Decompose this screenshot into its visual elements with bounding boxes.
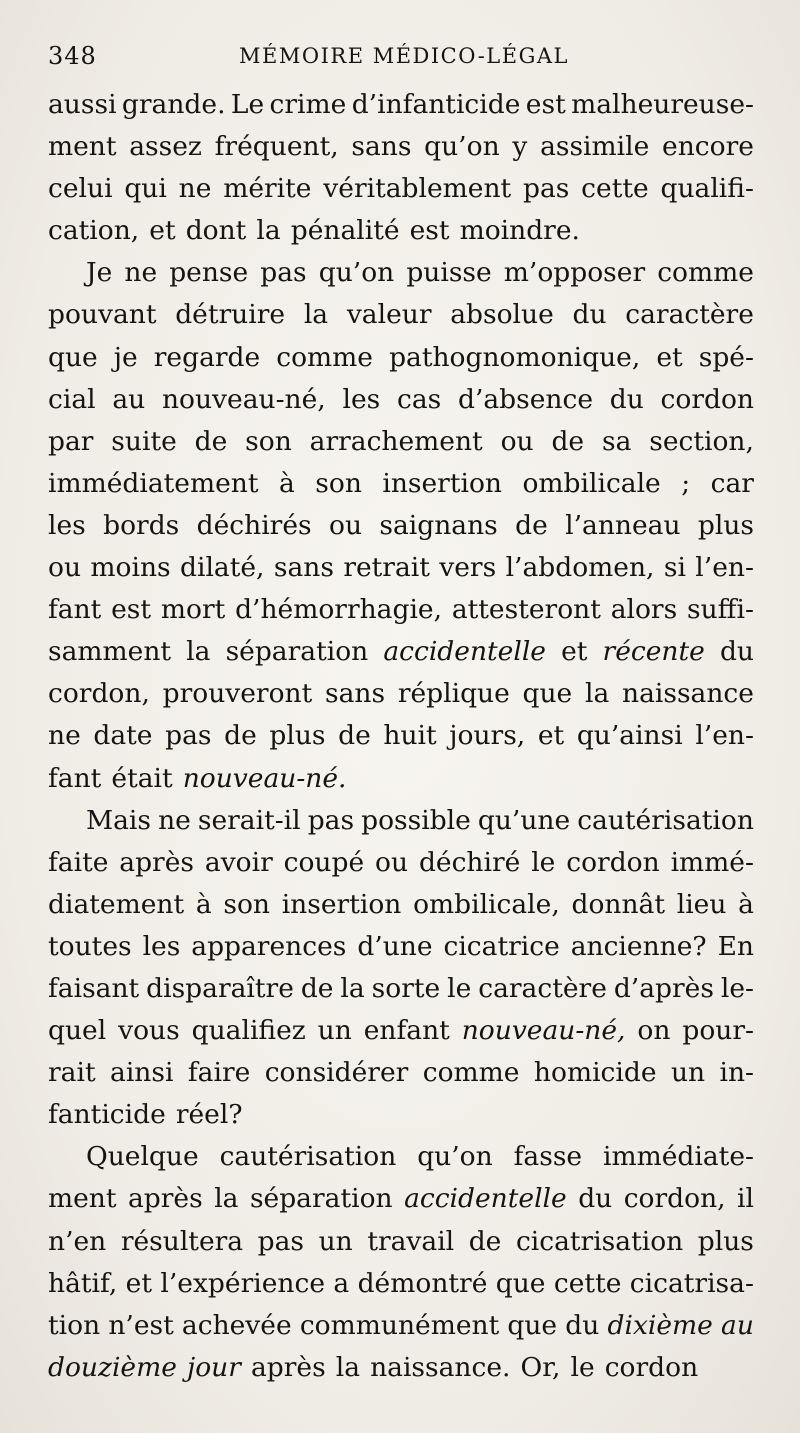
text-line xyxy=(48,1094,754,1136)
word: la xyxy=(335,1351,361,1383)
word: fanticide xyxy=(48,1099,166,1131)
word: dilaté, xyxy=(180,552,265,584)
word: apparences xyxy=(191,930,347,962)
word: fant xyxy=(48,762,102,794)
text-line xyxy=(48,1263,754,1305)
word: suite xyxy=(111,425,177,457)
word: et xyxy=(125,1267,153,1299)
word: faite xyxy=(48,846,109,878)
word: achevée xyxy=(181,1309,292,1341)
word: Le xyxy=(230,89,265,120)
word: à xyxy=(738,888,754,920)
word: la xyxy=(214,1183,239,1215)
word: cordon xyxy=(660,383,754,415)
word: ainsi xyxy=(110,1057,174,1089)
word: cicatrisa- xyxy=(629,1267,754,1299)
word: serait-il xyxy=(197,804,301,836)
word: valeur xyxy=(346,299,432,331)
word: grande. xyxy=(121,89,226,120)
word: un xyxy=(318,1225,353,1257)
word: on xyxy=(637,1015,671,1047)
text-line xyxy=(48,294,754,336)
word: nouveau-né, xyxy=(461,1015,626,1047)
word: le- xyxy=(720,972,754,1004)
word: insertion xyxy=(382,467,502,499)
word: l’anneau xyxy=(565,509,681,541)
text-line xyxy=(48,926,754,968)
word: malheureuse- xyxy=(571,89,754,120)
text-line xyxy=(48,168,754,210)
word: ment xyxy=(48,1183,117,1215)
word: pouvant xyxy=(48,299,157,331)
word: donnât xyxy=(571,888,665,920)
page-header xyxy=(48,38,760,78)
word: insertion xyxy=(281,888,402,920)
word: le xyxy=(447,972,472,1004)
word: séparation xyxy=(249,1183,393,1215)
word: ne xyxy=(178,173,212,205)
word: crime xyxy=(269,89,347,120)
word: pathognomonique, xyxy=(389,341,641,373)
word: cordon xyxy=(604,1351,699,1383)
word: de xyxy=(300,972,334,1004)
word: considérer xyxy=(264,1057,409,1089)
word: dixième xyxy=(607,1309,713,1341)
word: sans xyxy=(325,678,386,710)
word: ombilicale, xyxy=(413,888,560,920)
text-line xyxy=(48,800,754,842)
word: d’absence xyxy=(457,383,594,415)
word: les xyxy=(342,383,381,415)
word: m’opposer xyxy=(503,257,646,289)
word: accidentelle xyxy=(404,1183,567,1215)
word: du xyxy=(719,636,754,668)
word: déchiré xyxy=(418,846,521,878)
text-line xyxy=(48,1305,754,1347)
word: cial xyxy=(48,383,96,415)
word: ombilicale xyxy=(522,467,661,499)
word: attesteront xyxy=(451,594,601,626)
word: cette xyxy=(553,1267,622,1299)
word: de xyxy=(194,425,228,457)
word: saignans xyxy=(379,509,498,541)
paragraph xyxy=(48,252,754,799)
word: pas xyxy=(165,720,212,752)
word: véritablement xyxy=(323,173,512,205)
word: ne xyxy=(48,720,81,752)
word: d’une xyxy=(357,930,433,962)
text-line xyxy=(48,1221,754,1263)
word: disparaître xyxy=(146,972,294,1004)
page-number: 348 xyxy=(48,42,97,70)
word: naissance. xyxy=(370,1351,511,1383)
word: samment xyxy=(48,636,172,668)
word: y xyxy=(512,131,528,163)
word: encore xyxy=(662,131,754,163)
word: la xyxy=(256,215,281,247)
word: qui xyxy=(124,173,167,205)
word: immédiate- xyxy=(603,1141,754,1173)
word: fasse xyxy=(513,1141,583,1173)
word: il xyxy=(737,1183,754,1215)
word: fant xyxy=(48,594,102,626)
text-line xyxy=(48,715,754,757)
word: arrachement xyxy=(309,425,483,457)
word: pénalité xyxy=(290,215,400,247)
text-line xyxy=(48,126,754,168)
word: comme xyxy=(657,257,754,289)
word: qu’on xyxy=(417,1141,493,1173)
word: immé- xyxy=(670,846,754,878)
text-line xyxy=(48,210,754,252)
word: que xyxy=(495,1267,546,1299)
text-line xyxy=(48,631,754,673)
text-line xyxy=(48,505,754,547)
word: travail xyxy=(367,1225,455,1257)
word: celui xyxy=(48,173,113,205)
word: réel? xyxy=(175,1099,243,1131)
text-line xyxy=(48,463,754,505)
text-line xyxy=(48,252,754,294)
word: pour- xyxy=(682,1015,754,1047)
word: à xyxy=(195,888,212,920)
word: absolue xyxy=(450,299,554,331)
text-line xyxy=(48,842,754,884)
word: naissance xyxy=(622,678,754,710)
running-title: MÉMOIRE MÉDICO-LÉGAL xyxy=(239,44,569,68)
paragraph xyxy=(48,800,754,1137)
word: comme xyxy=(422,1057,520,1089)
word: ne xyxy=(158,804,191,836)
word: les xyxy=(48,509,86,541)
word: qualifiez xyxy=(191,1015,306,1047)
word: plus xyxy=(269,720,326,752)
word: de xyxy=(338,720,371,752)
word: du xyxy=(609,383,644,415)
word: cicatrice xyxy=(443,930,560,962)
word: du xyxy=(572,299,607,331)
word: retrait xyxy=(343,552,430,584)
word: possible xyxy=(361,804,471,836)
word: cicatrisation xyxy=(515,1225,684,1257)
word: mérite xyxy=(223,173,312,205)
word: enfant xyxy=(363,1015,450,1047)
word: à xyxy=(278,467,295,499)
text-line xyxy=(48,337,754,379)
word: suffi- xyxy=(686,594,754,626)
word: l’abdomen, xyxy=(505,552,655,584)
word: bords xyxy=(103,509,180,541)
word: après xyxy=(250,1351,326,1383)
word: et xyxy=(561,636,588,668)
word: huit xyxy=(383,720,437,752)
word: l’en- xyxy=(695,720,754,752)
text-line xyxy=(48,968,754,1010)
word: nouveau-né, xyxy=(161,383,326,415)
word: ; xyxy=(681,467,691,499)
word: faisant xyxy=(48,972,140,1004)
word: le xyxy=(570,1351,595,1383)
word: récente xyxy=(602,636,705,668)
word: communément xyxy=(299,1309,500,1341)
word: ou xyxy=(48,552,82,584)
word: plus xyxy=(697,1225,754,1257)
word: et xyxy=(149,215,176,247)
word: du xyxy=(578,1183,613,1215)
word: rait xyxy=(48,1057,96,1089)
word: toutes xyxy=(48,930,132,962)
word: au xyxy=(721,1309,754,1341)
text-line xyxy=(48,1010,754,1052)
word: pense xyxy=(169,257,249,289)
word: cautérisation xyxy=(577,804,754,836)
word: tion xyxy=(48,1309,101,1341)
word: a xyxy=(333,1267,350,1299)
word: ancienne? xyxy=(570,930,707,962)
word: de xyxy=(551,425,585,457)
word: du xyxy=(565,1309,600,1341)
word: au xyxy=(112,383,146,415)
word: et xyxy=(656,341,683,373)
word: quel xyxy=(48,1015,107,1047)
word: de xyxy=(224,720,257,752)
word: nouveau-né. xyxy=(182,762,347,794)
word: la xyxy=(303,299,329,331)
word: moindre. xyxy=(459,215,580,247)
word: que xyxy=(522,678,573,710)
word: l’en- xyxy=(695,552,754,584)
word: vers xyxy=(439,552,497,584)
word: son xyxy=(315,467,362,499)
word: l’expérience xyxy=(160,1267,325,1299)
word: alors xyxy=(610,594,678,626)
word: ou xyxy=(328,509,363,541)
word: par xyxy=(48,425,94,457)
word: jours, xyxy=(449,720,526,752)
word: cordon, xyxy=(48,678,150,710)
body-text xyxy=(48,84,754,1389)
word: Je xyxy=(86,257,113,289)
text-line xyxy=(48,758,754,800)
word: moins xyxy=(90,552,171,584)
word: sans xyxy=(273,552,334,584)
word: avoir xyxy=(204,846,273,878)
word: En xyxy=(717,930,754,962)
word: car xyxy=(710,467,754,499)
word: assez xyxy=(129,131,202,163)
text-line xyxy=(48,379,754,421)
word: cas xyxy=(396,383,442,415)
text-line xyxy=(48,1136,754,1178)
word: d’après xyxy=(613,972,714,1004)
word: que xyxy=(48,341,98,373)
paragraph xyxy=(48,1136,754,1389)
text-line xyxy=(48,421,754,463)
word: pas xyxy=(257,1225,305,1257)
word: jour xyxy=(186,1351,241,1383)
word: qu’on xyxy=(318,257,395,289)
word: sans xyxy=(351,131,412,163)
word: accidentelle xyxy=(383,636,546,668)
word: après xyxy=(128,1183,203,1215)
word: plus xyxy=(697,509,754,541)
word: pas xyxy=(307,804,355,836)
word: un xyxy=(317,1015,352,1047)
word: cordon, xyxy=(623,1183,726,1215)
word: section, xyxy=(649,425,754,457)
word: qu’on xyxy=(424,131,500,163)
text-line xyxy=(48,589,754,631)
word: coupé xyxy=(283,846,365,878)
word: la xyxy=(340,972,365,1004)
word: ou xyxy=(375,846,409,878)
word: cautérisation xyxy=(219,1141,397,1173)
word: n’est xyxy=(108,1309,174,1341)
word: homicide xyxy=(533,1057,657,1089)
word: Mais xyxy=(86,804,152,836)
word: les xyxy=(142,930,181,962)
word: diatement xyxy=(48,888,185,920)
word: la xyxy=(186,636,211,668)
word: fréquent, xyxy=(214,131,339,163)
text-line xyxy=(48,673,754,715)
word: assimile xyxy=(540,131,650,163)
word: puisse xyxy=(406,257,492,289)
word: Or, xyxy=(520,1351,561,1383)
word: le xyxy=(531,846,556,878)
word: d’hémorrhagie, xyxy=(235,594,443,626)
word: lieu xyxy=(676,888,727,920)
word: de xyxy=(515,509,548,541)
word: détruire xyxy=(175,299,286,331)
word: vous xyxy=(118,1015,180,1047)
word: était xyxy=(111,762,173,794)
word: douzième xyxy=(48,1351,177,1383)
word: qu’une xyxy=(477,804,571,836)
word: immédiatement xyxy=(48,467,259,499)
word: caractère xyxy=(625,299,754,331)
paragraph xyxy=(48,84,754,252)
word: dont xyxy=(185,215,247,247)
word: est xyxy=(111,594,152,626)
word: cordon xyxy=(566,846,660,878)
word: sorte xyxy=(371,972,441,1004)
word: résultera xyxy=(120,1225,244,1257)
word: aussi xyxy=(48,89,117,120)
word: hâtif, xyxy=(48,1267,118,1299)
word: ou xyxy=(500,425,534,457)
word: sa xyxy=(601,425,632,457)
word: et xyxy=(537,720,565,752)
word: in- xyxy=(719,1057,754,1089)
word: son xyxy=(223,888,270,920)
word: son xyxy=(245,425,292,457)
word: Quelque xyxy=(86,1141,199,1173)
word: prouveront xyxy=(162,678,313,710)
word: ment xyxy=(48,131,117,163)
word: réplique xyxy=(397,678,510,710)
word: qualifi- xyxy=(660,173,754,205)
word: que xyxy=(507,1309,558,1341)
word: qu’ainsi xyxy=(576,720,683,752)
word: n’en xyxy=(48,1225,107,1257)
word: cette xyxy=(581,173,649,205)
text-line xyxy=(48,84,754,126)
text-line xyxy=(48,1178,754,1220)
word: je xyxy=(113,341,138,373)
word: comme xyxy=(276,341,373,373)
word: déchirés xyxy=(196,509,312,541)
text-line xyxy=(48,884,754,926)
word: spé- xyxy=(698,341,754,373)
word: séparation xyxy=(225,636,369,668)
word: est xyxy=(409,215,450,247)
text-line xyxy=(48,1052,754,1094)
word: pas xyxy=(260,257,307,289)
word: un xyxy=(670,1057,706,1089)
word: date xyxy=(93,720,153,752)
word: faire xyxy=(187,1057,251,1089)
word: pas xyxy=(523,173,570,205)
word: démontré xyxy=(357,1267,488,1299)
word: après xyxy=(119,846,195,878)
word: de xyxy=(468,1225,502,1257)
text-line xyxy=(48,547,754,589)
word: est xyxy=(525,89,566,120)
text-line xyxy=(48,1347,754,1389)
word: d’infanticide xyxy=(351,89,521,120)
word: la xyxy=(584,678,610,710)
word: ne xyxy=(124,257,158,289)
word: mort xyxy=(160,594,226,626)
word: regarde xyxy=(153,341,261,373)
word: caractère xyxy=(478,972,607,1004)
word: si xyxy=(663,552,686,584)
word: cation, xyxy=(48,215,140,247)
